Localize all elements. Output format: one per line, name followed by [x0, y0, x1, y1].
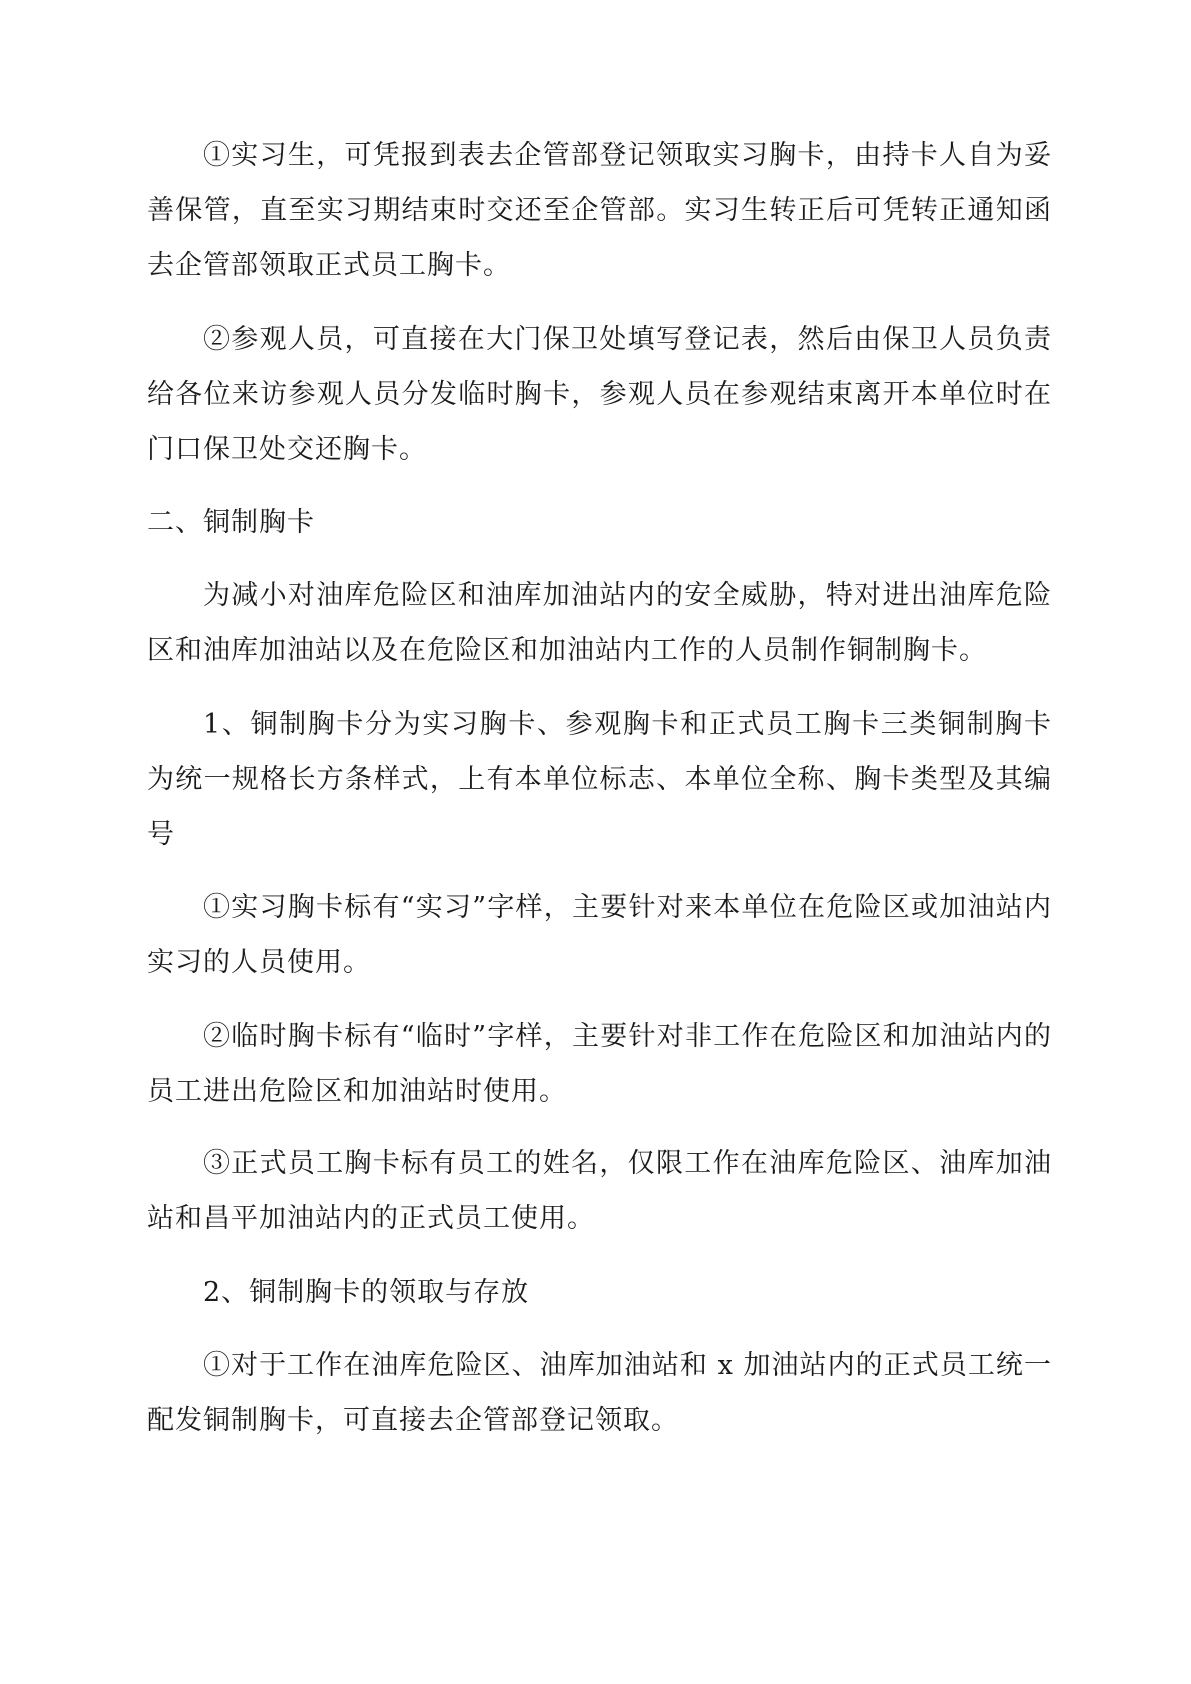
paragraph-staff-collection: ①对于工作在油库危险区、油库加油站和 x 加油站内的正式员工统一配发铜制胸卡，可直接去企管部登记领取。: [147, 1350, 1052, 1436]
paragraph-intern-copper-card: ①实习胸卡标有“实习”字样，主要针对来本单位在危险区或加油站内实习的人员使用。: [147, 892, 1052, 978]
paragraph-temporary-card: ②临时胸卡标有“临时”字样，主要针对非工作在危险区和加油站内的员工进出危险区和加油站时使用。: [147, 1021, 1052, 1107]
paragraph-card-types: 1、铜制胸卡分为实习胸卡、参观胸卡和正式员工胸卡三类铜制胸卡为统一规格长方条样式，上有本单位标志、本单位全称、胸卡类型及其编号: [147, 709, 1052, 850]
paragraph-visitor-card: ②参观人员，可直接在大门保卫处填写登记表，然后由保卫人员负责给各位来访参观人员分发临时胸卡，参观人员在参观结束离开本单位时在门口保卫处交还胸卡。: [147, 324, 1052, 465]
paragraph-purpose: 为减小对油库危险区和油库加油站内的安全威胁，特对进出油库危险区和油库加油站以及在危险区和加油站内工作的人员制作铜制胸卡。: [147, 580, 1052, 666]
section-heading-copper-card: 二、铜制胸卡: [147, 507, 315, 538]
paragraph-collection-heading: 2、铜制胸卡的领取与存放: [203, 1277, 530, 1308]
paragraph-intern-card: ①实习生，可凭报到表去企管部登记领取实习胸卡，由持卡人自为妥善保管，直至实习期结束时交还至企管部。实习生转正后可凭转正通知函去企管部领取正式员工胸卡。: [147, 140, 1052, 281]
paragraph-staff-card: ③正式员工胸卡标有员工的姓名，仅限工作在油库危险区、油库加油站和昌平加油站内的正式员工使用。: [147, 1148, 1052, 1234]
